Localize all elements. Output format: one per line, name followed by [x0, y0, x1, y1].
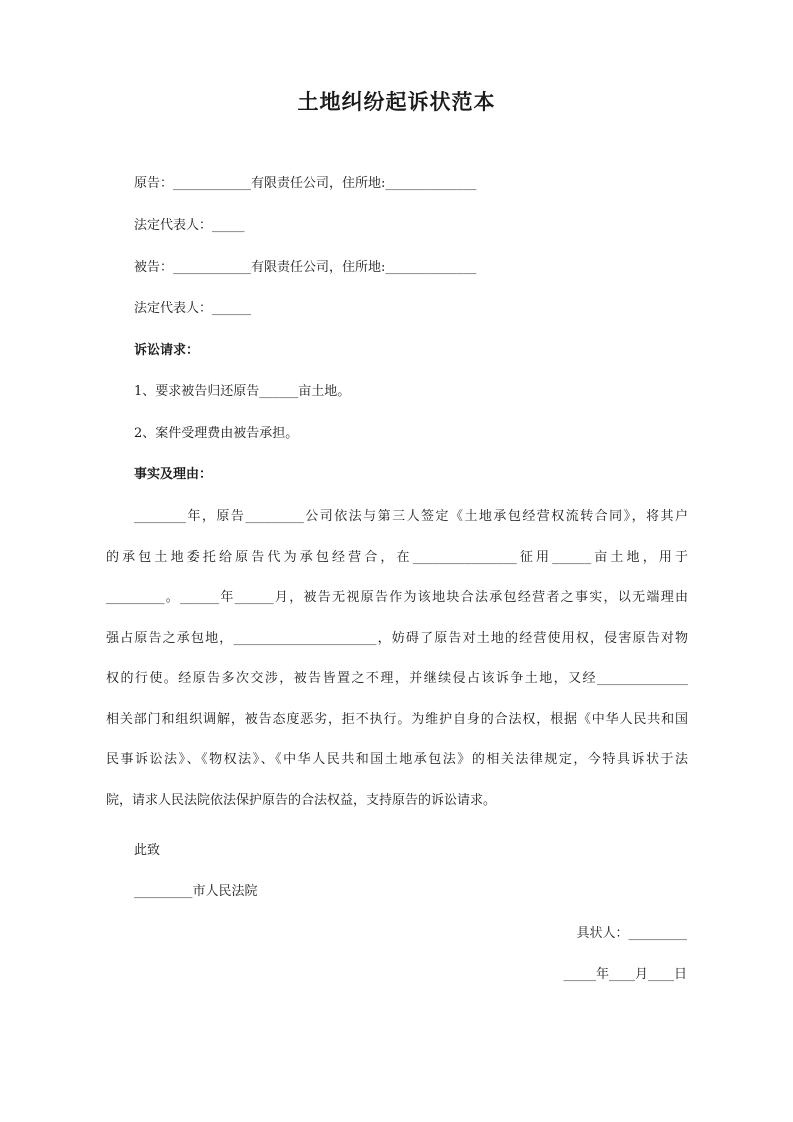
defendant-representative-line: 法定代表人：______ [134, 301, 252, 316]
facts-line: 民事诉讼法》、《物权法》、《中华人民共和国土地承包法》的相关法律规定，今特具诉状于法 [106, 752, 688, 767]
facts-paragraph [106, 497, 688, 821]
court-line: _________市人民法院 [134, 884, 258, 899]
signer-line: 具状人：_________ [576, 926, 687, 941]
claim-item-1: 1、要求被告归还原告______亩土地。 [134, 384, 351, 399]
plaintiff-line: 原告：____________有限责任公司，住所地:______________ [134, 176, 477, 191]
facts-line: 强占原告之承包地，______________________，妨碍了原告对土地的经营使用权，侵害原告对物 [106, 630, 688, 646]
facts-line: 权的行使。经原告多次交涉，被告皆置之不理，并继续侵占该诉争土地，又经______________ [106, 671, 688, 686]
facts-line: 的承包土地委托给原告代为承包经营合，在________________征用______亩土地，用于 [106, 549, 688, 565]
facts-line: ________年，原告_________公司依法与第三人签定《土地承包经营权流转合同》，将其户 [134, 509, 688, 524]
date-line: _____年____月____日 [563, 967, 687, 982]
facts-line: 相关部门和组织调解，被告态度恶劣，拒不执行。为维护自身的合法权，根据《中华人民共和国 [106, 711, 688, 727]
salutation: 此致 [134, 843, 161, 858]
page-title: 土地纠纷起诉状范本 [297, 90, 496, 114]
defendant-line: 被告：____________有限责任公司，住所地:______________ [134, 260, 477, 275]
facts-line: _________。______年______月，被告无视原告作为该地块合法承包经营者之事实，以无端理由 [106, 590, 688, 605]
claim-item-2: 2、案件受理费由被告承担。 [134, 426, 299, 441]
plaintiff-representative-line: 法定代表人：_____ [134, 218, 245, 233]
facts-line: 院，请求人民法院依法保护原告的合法权益，支持原告的诉讼请求。 [106, 792, 497, 808]
claims-heading: 诉讼请求： [134, 343, 200, 358]
facts-heading: 事实及理由： [134, 467, 213, 482]
